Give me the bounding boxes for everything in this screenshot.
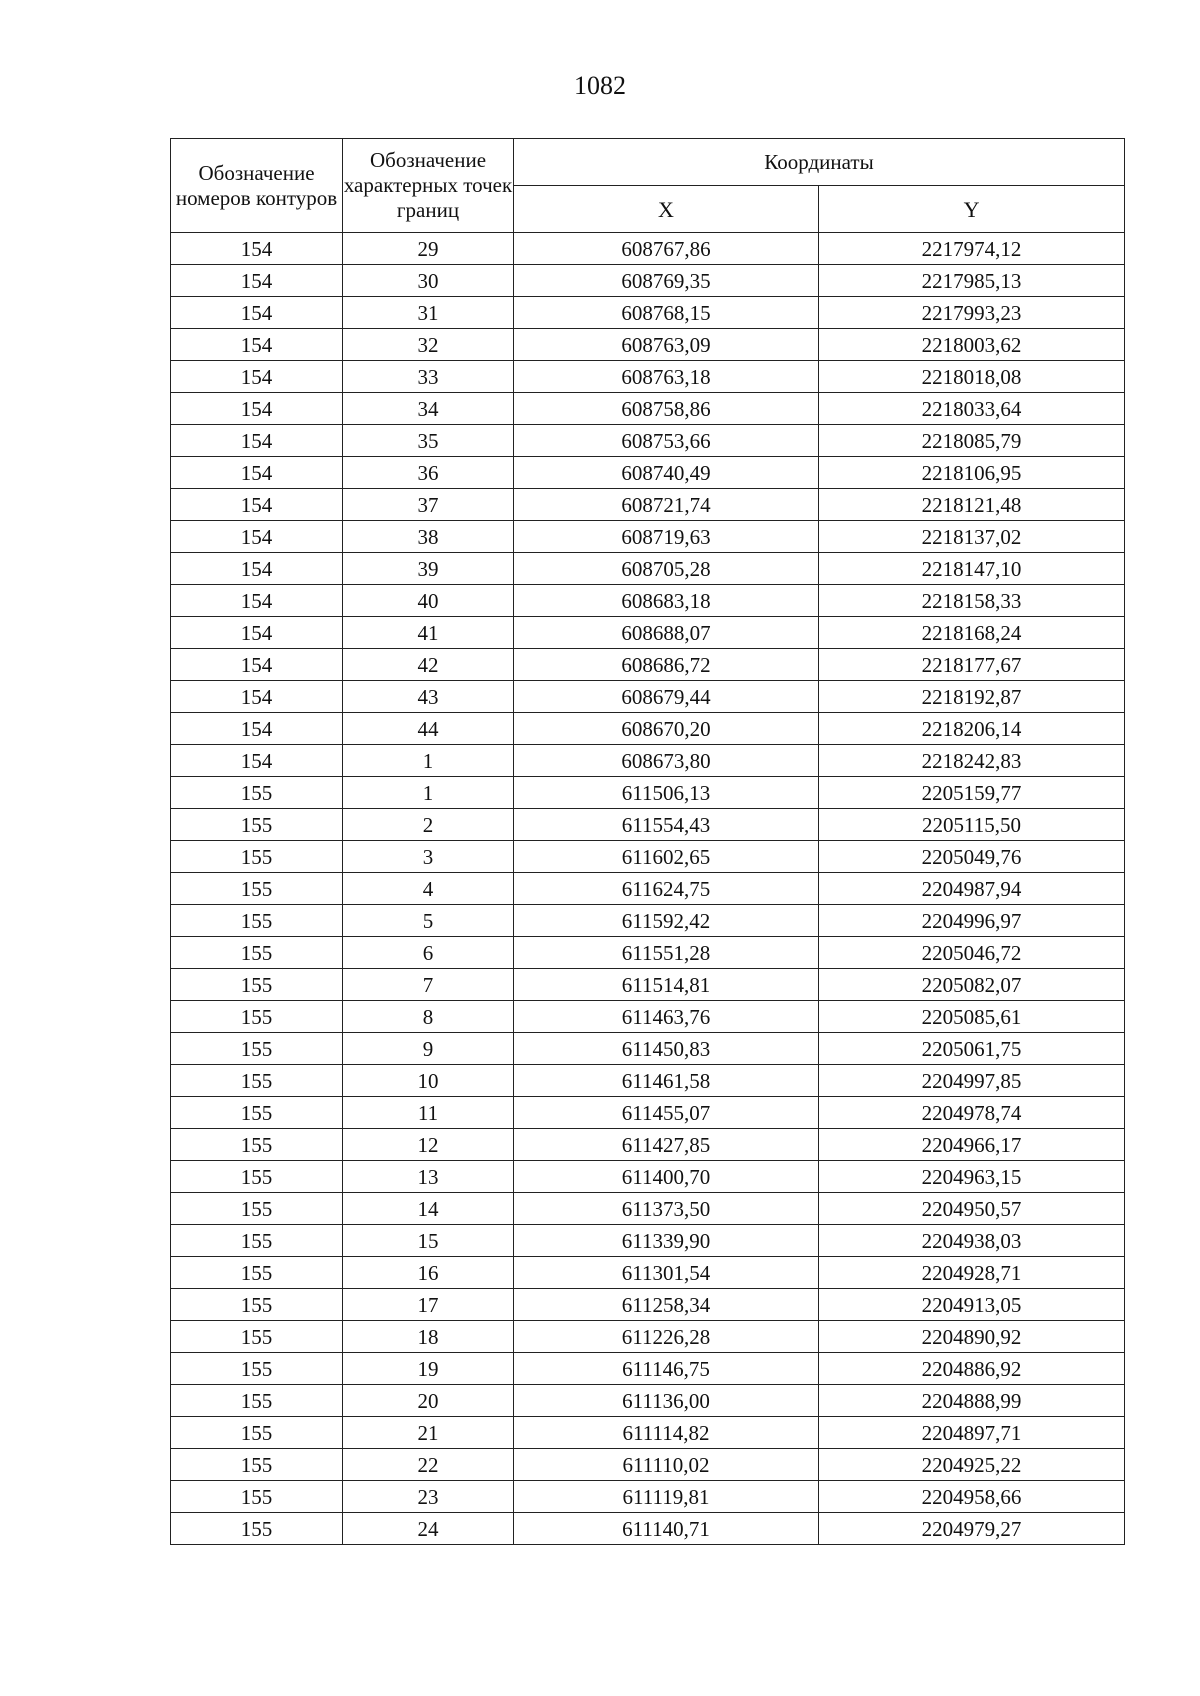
cell-y: 2205061,75 (819, 1033, 1125, 1065)
cell-contour-number: 155 (171, 1417, 343, 1449)
cell-x: 611136,00 (514, 1385, 819, 1417)
cell-contour-number: 154 (171, 489, 343, 521)
cell-contour-number: 155 (171, 1385, 343, 1417)
cell-contour-number: 155 (171, 841, 343, 873)
table-row (171, 425, 1125, 457)
cell-y: 2218033,64 (819, 393, 1125, 425)
table-row (171, 297, 1125, 329)
cell-x: 611258,34 (514, 1289, 819, 1321)
cell-x: 611301,54 (514, 1257, 819, 1289)
cell-x: 611140,71 (514, 1513, 819, 1545)
cell-y: 2205082,07 (819, 969, 1125, 1001)
cell-contour-number: 155 (171, 1321, 343, 1353)
cell-contour-number: 154 (171, 361, 343, 393)
cell-contour-number: 155 (171, 1257, 343, 1289)
cell-y: 2204938,03 (819, 1225, 1125, 1257)
cell-contour-number: 155 (171, 937, 343, 969)
cell-y: 2218003,62 (819, 329, 1125, 361)
table-row (171, 1385, 1125, 1417)
cell-y: 2218106,95 (819, 457, 1125, 489)
cell-x: 608670,20 (514, 713, 819, 745)
cell-x: 608719,63 (514, 521, 819, 553)
cell-y: 2217985,13 (819, 265, 1125, 297)
cell-point-number: 42 (343, 649, 514, 681)
table-row (171, 1321, 1125, 1353)
cell-point-number: 2 (343, 809, 514, 841)
cell-point-number: 14 (343, 1193, 514, 1225)
cell-y: 2204987,94 (819, 873, 1125, 905)
cell-point-number: 36 (343, 457, 514, 489)
cell-point-number: 43 (343, 681, 514, 713)
table-row (171, 1449, 1125, 1481)
cell-x: 608740,49 (514, 457, 819, 489)
cell-y: 2204966,17 (819, 1129, 1125, 1161)
cell-contour-number: 154 (171, 329, 343, 361)
cell-contour-number: 155 (171, 1513, 343, 1545)
table-row (171, 681, 1125, 713)
cell-contour-number: 155 (171, 1353, 343, 1385)
cell-contour-number: 154 (171, 553, 343, 585)
cell-x: 611455,07 (514, 1097, 819, 1129)
cell-x: 611624,75 (514, 873, 819, 905)
cell-point-number: 20 (343, 1385, 514, 1417)
cell-x: 611592,42 (514, 905, 819, 937)
cell-y: 2218085,79 (819, 425, 1125, 457)
cell-y: 2205085,61 (819, 1001, 1125, 1033)
cell-x: 611373,50 (514, 1193, 819, 1225)
cell-point-number: 19 (343, 1353, 514, 1385)
cell-y: 2218018,08 (819, 361, 1125, 393)
cell-y: 2204958,66 (819, 1481, 1125, 1513)
table-row (171, 489, 1125, 521)
cell-point-number: 31 (343, 297, 514, 329)
table-row (171, 265, 1125, 297)
table-row (171, 809, 1125, 841)
cell-x: 611506,13 (514, 777, 819, 809)
cell-x: 611114,82 (514, 1417, 819, 1449)
cell-point-number: 39 (343, 553, 514, 585)
cell-y: 2204950,57 (819, 1193, 1125, 1225)
cell-contour-number: 154 (171, 457, 343, 489)
cell-point-number: 21 (343, 1417, 514, 1449)
table-row (171, 905, 1125, 937)
cell-x: 608673,80 (514, 745, 819, 777)
coordinates-table (170, 138, 1125, 1545)
cell-y: 2218192,87 (819, 681, 1125, 713)
cell-x: 608769,35 (514, 265, 819, 297)
cell-y: 2204996,97 (819, 905, 1125, 937)
cell-y: 2205046,72 (819, 937, 1125, 969)
cell-contour-number: 155 (171, 1193, 343, 1225)
cell-contour-number: 155 (171, 1129, 343, 1161)
cell-x: 611602,65 (514, 841, 819, 873)
cell-y: 2205115,50 (819, 809, 1125, 841)
cell-point-number: 4 (343, 873, 514, 905)
cell-x: 608753,66 (514, 425, 819, 457)
cell-point-number: 16 (343, 1257, 514, 1289)
table-row (171, 1289, 1125, 1321)
cell-contour-number: 155 (171, 873, 343, 905)
table-row (171, 873, 1125, 905)
cell-x: 608768,15 (514, 297, 819, 329)
cell-x: 611226,28 (514, 1321, 819, 1353)
cell-point-number: 24 (343, 1513, 514, 1545)
cell-point-number: 32 (343, 329, 514, 361)
cell-point-number: 17 (343, 1289, 514, 1321)
cell-point-number: 8 (343, 1001, 514, 1033)
cell-contour-number: 155 (171, 1225, 343, 1257)
table-row (171, 1225, 1125, 1257)
cell-x: 611146,75 (514, 1353, 819, 1385)
table-row (171, 1513, 1125, 1545)
cell-x: 611400,70 (514, 1161, 819, 1193)
cell-point-number: 15 (343, 1225, 514, 1257)
cell-y: 2218137,02 (819, 521, 1125, 553)
table-row (171, 617, 1125, 649)
cell-point-number: 3 (343, 841, 514, 873)
cell-contour-number: 155 (171, 1065, 343, 1097)
cell-point-number: 37 (343, 489, 514, 521)
cell-y: 2204978,74 (819, 1097, 1125, 1129)
table-row (171, 841, 1125, 873)
cell-point-number: 38 (343, 521, 514, 553)
cell-y: 2205049,76 (819, 841, 1125, 873)
cell-point-number: 40 (343, 585, 514, 617)
cell-point-number: 18 (343, 1321, 514, 1353)
table-row (171, 937, 1125, 969)
cell-contour-number: 155 (171, 1033, 343, 1065)
cell-x: 608758,86 (514, 393, 819, 425)
page-number: 1082 (574, 71, 626, 100)
table-row (171, 585, 1125, 617)
cell-point-number: 1 (343, 745, 514, 777)
cell-x: 608686,72 (514, 649, 819, 681)
cell-point-number: 22 (343, 1449, 514, 1481)
table-row (171, 1353, 1125, 1385)
table-row (171, 969, 1125, 1001)
cell-y: 2218147,10 (819, 553, 1125, 585)
cell-x: 608763,18 (514, 361, 819, 393)
cell-x: 611427,85 (514, 1129, 819, 1161)
cell-y: 2217974,12 (819, 233, 1125, 265)
cell-contour-number: 155 (171, 1289, 343, 1321)
table-row (171, 1097, 1125, 1129)
cell-x: 608767,86 (514, 233, 819, 265)
cell-x: 608763,09 (514, 329, 819, 361)
header-row-top (171, 139, 1125, 186)
table-row (171, 1481, 1125, 1513)
cell-point-number: 29 (343, 233, 514, 265)
table-row (171, 1257, 1125, 1289)
cell-contour-number: 154 (171, 393, 343, 425)
cell-contour-number: 154 (171, 745, 343, 777)
cell-x: 608705,28 (514, 553, 819, 585)
cell-x: 611551,28 (514, 937, 819, 969)
cell-x: 611339,90 (514, 1225, 819, 1257)
cell-y: 2217993,23 (819, 297, 1125, 329)
header-x: X (514, 186, 819, 233)
cell-contour-number: 155 (171, 777, 343, 809)
cell-y: 2205159,77 (819, 777, 1125, 809)
cell-point-number: 44 (343, 713, 514, 745)
table-row (171, 1065, 1125, 1097)
cell-point-number: 34 (343, 393, 514, 425)
table-row (171, 553, 1125, 585)
cell-y: 2204997,85 (819, 1065, 1125, 1097)
header-contour-numbers: Обозначение номеров контуров (171, 139, 343, 233)
cell-x: 608683,18 (514, 585, 819, 617)
cell-y: 2204928,71 (819, 1257, 1125, 1289)
table-row (171, 745, 1125, 777)
cell-contour-number: 154 (171, 713, 343, 745)
header-boundary-points: Обозначение характерных точек границ (343, 139, 514, 233)
table-row (171, 1193, 1125, 1225)
cell-contour-number: 154 (171, 521, 343, 553)
cell-contour-number: 155 (171, 905, 343, 937)
cell-y: 2218177,67 (819, 649, 1125, 681)
cell-point-number: 23 (343, 1481, 514, 1513)
cell-point-number: 33 (343, 361, 514, 393)
cell-point-number: 5 (343, 905, 514, 937)
cell-point-number: 41 (343, 617, 514, 649)
cell-x: 611119,81 (514, 1481, 819, 1513)
cell-point-number: 6 (343, 937, 514, 969)
cell-contour-number: 154 (171, 233, 343, 265)
header-coordinates: Координаты (514, 139, 1125, 186)
cell-y: 2218121,48 (819, 489, 1125, 521)
table-row (171, 1033, 1125, 1065)
table-row (171, 1417, 1125, 1449)
cell-contour-number: 154 (171, 297, 343, 329)
cell-x: 608721,74 (514, 489, 819, 521)
table-row (171, 361, 1125, 393)
cell-point-number: 10 (343, 1065, 514, 1097)
cell-y: 2218242,83 (819, 745, 1125, 777)
cell-contour-number: 154 (171, 649, 343, 681)
cell-x: 611463,76 (514, 1001, 819, 1033)
table-row (171, 649, 1125, 681)
cell-contour-number: 154 (171, 617, 343, 649)
cell-contour-number: 155 (171, 809, 343, 841)
table-body (171, 233, 1125, 1545)
cell-x: 611461,58 (514, 1065, 819, 1097)
cell-x: 611450,83 (514, 1033, 819, 1065)
cell-x: 611110,02 (514, 1449, 819, 1481)
cell-contour-number: 155 (171, 1481, 343, 1513)
cell-x: 608679,44 (514, 681, 819, 713)
cell-point-number: 12 (343, 1129, 514, 1161)
cell-y: 2204979,27 (819, 1513, 1125, 1545)
cell-point-number: 7 (343, 969, 514, 1001)
cell-point-number: 30 (343, 265, 514, 297)
cell-y: 2218168,24 (819, 617, 1125, 649)
cell-contour-number: 154 (171, 681, 343, 713)
table-row (171, 329, 1125, 361)
cell-point-number: 35 (343, 425, 514, 457)
cell-y: 2204913,05 (819, 1289, 1125, 1321)
table-row (171, 1129, 1125, 1161)
cell-x: 608688,07 (514, 617, 819, 649)
cell-point-number: 11 (343, 1097, 514, 1129)
cell-y: 2204963,15 (819, 1161, 1125, 1193)
cell-contour-number: 155 (171, 1097, 343, 1129)
cell-contour-number: 155 (171, 1161, 343, 1193)
cell-point-number: 9 (343, 1033, 514, 1065)
cell-contour-number: 154 (171, 425, 343, 457)
cell-y: 2204925,22 (819, 1449, 1125, 1481)
table-row (171, 393, 1125, 425)
table-row (171, 521, 1125, 553)
table-header (171, 139, 1125, 233)
cell-y: 2204890,92 (819, 1321, 1125, 1353)
cell-point-number: 1 (343, 777, 514, 809)
cell-x: 611514,81 (514, 969, 819, 1001)
table-row (171, 1161, 1125, 1193)
cell-y: 2204897,71 (819, 1417, 1125, 1449)
table-row (171, 1001, 1125, 1033)
cell-point-number: 13 (343, 1161, 514, 1193)
cell-x: 611554,43 (514, 809, 819, 841)
cell-contour-number: 154 (171, 265, 343, 297)
table-row (171, 233, 1125, 265)
cell-contour-number: 155 (171, 1449, 343, 1481)
cell-y: 2218206,14 (819, 713, 1125, 745)
cell-contour-number: 155 (171, 969, 343, 1001)
header-y: Y (819, 186, 1125, 233)
cell-contour-number: 155 (171, 1001, 343, 1033)
cell-y: 2204886,92 (819, 1353, 1125, 1385)
cell-y: 2204888,99 (819, 1385, 1125, 1417)
table-row (171, 713, 1125, 745)
table-row (171, 457, 1125, 489)
table-row (171, 777, 1125, 809)
cell-y: 2218158,33 (819, 585, 1125, 617)
cell-contour-number: 154 (171, 585, 343, 617)
